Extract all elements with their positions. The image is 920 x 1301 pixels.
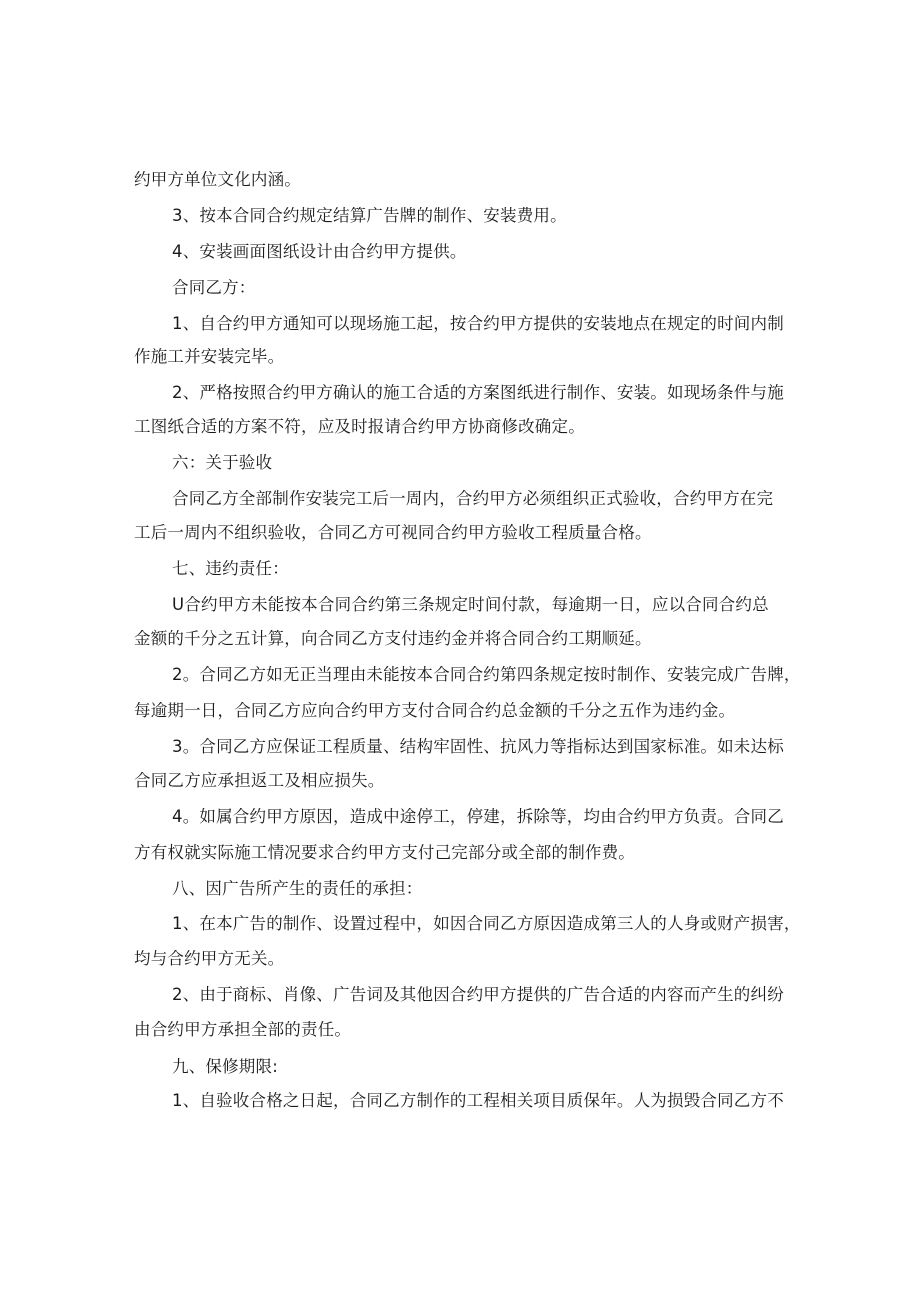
paragraph-line: 1、自合约甲方通知可以现场施工起，按合约甲方提供的安装地点在规定的时间内制: [172, 314, 784, 333]
paragraph-line: 2、严格按照合约甲方确认的施工合适的方案图纸进行制作、安装。如现场条件与施: [172, 383, 784, 402]
paragraph-line: 2、由于商标、肖像、广告词及其他因合约甲方提供的广告合适的内容而产生的纠纷: [172, 985, 784, 1004]
section-heading: 合同乙方：: [172, 278, 256, 297]
paragraph-line: 每逾期一日，合同乙方应向合约甲方支付合同合约总金额的千分之五作为违约金。: [134, 701, 736, 720]
paragraph-line: 2。合同乙方如无正当理由未能按本合同合约第四条规定按时制作、安装完成广告牌，: [172, 665, 801, 684]
paragraph-line: 合同乙方应承担返工及相应损失。: [134, 771, 385, 790]
paragraph-line: 方有权就实际施工情况要求合约甲方支付己完部分或全部的制作费。: [134, 843, 635, 862]
section-heading: 九、保修期限:: [172, 1057, 278, 1076]
paragraph-line: 工图纸合适的方案不符，应及时报请合约甲方协商修改确定。: [134, 417, 585, 436]
paragraph-line: 1、在本广告的制作、设置过程中，如因合同乙方原因造成第三人的人身或财产损害，: [172, 914, 801, 933]
paragraph-line: 约甲方单位文化内涵。: [134, 170, 301, 189]
paragraph-line: 合同乙方全部制作安装完工后一周内，合约甲方必须组织正式验收，合约甲方在完: [172, 489, 774, 508]
paragraph-line: 3、按本合同合约规定结算广告牌的制作、安装费用。: [172, 206, 567, 225]
paragraph-line: U合约甲方未能按本合同合约第三条规定时间付款，每逾期一日，应以合同合约总: [172, 595, 769, 614]
paragraph-line: 均与合约甲方无关。: [134, 949, 285, 968]
paragraph-line: 3。合同乙方应保证工程质量、结构牢固性、抗风力等指标达到国家标准。如未达标: [172, 737, 784, 756]
section-heading: 七、违约责任：: [172, 559, 289, 578]
paragraph-line: 4。如属合约甲方原因，造成中途停工，停建，拆除等，均由合约甲方负责。合同乙: [172, 807, 784, 826]
section-heading: 六：关于验收: [172, 453, 273, 472]
paragraph-line: 由合约甲方承担全部的责任。: [134, 1020, 352, 1039]
paragraph-line: 1、自验收合格之日起，合同乙方制作的工程相关项目质保年。人为损毁合同乙方不: [172, 1091, 784, 1110]
section-heading: 八、因广告所产生的责任的承担：: [172, 879, 423, 898]
paragraph-line: 作施工并安装完毕。: [134, 347, 285, 366]
paragraph-line: 4、安装画面图纸设计由合约甲方提供。: [172, 242, 467, 261]
paragraph-line: 工后一周内不组织验收，合同乙方可视同合约甲方验收工程质量合格。: [134, 523, 652, 542]
paragraph-line: 金额的千分之五计算，向合同乙方支付违约金并将合同合约工期顺延。: [134, 629, 652, 648]
